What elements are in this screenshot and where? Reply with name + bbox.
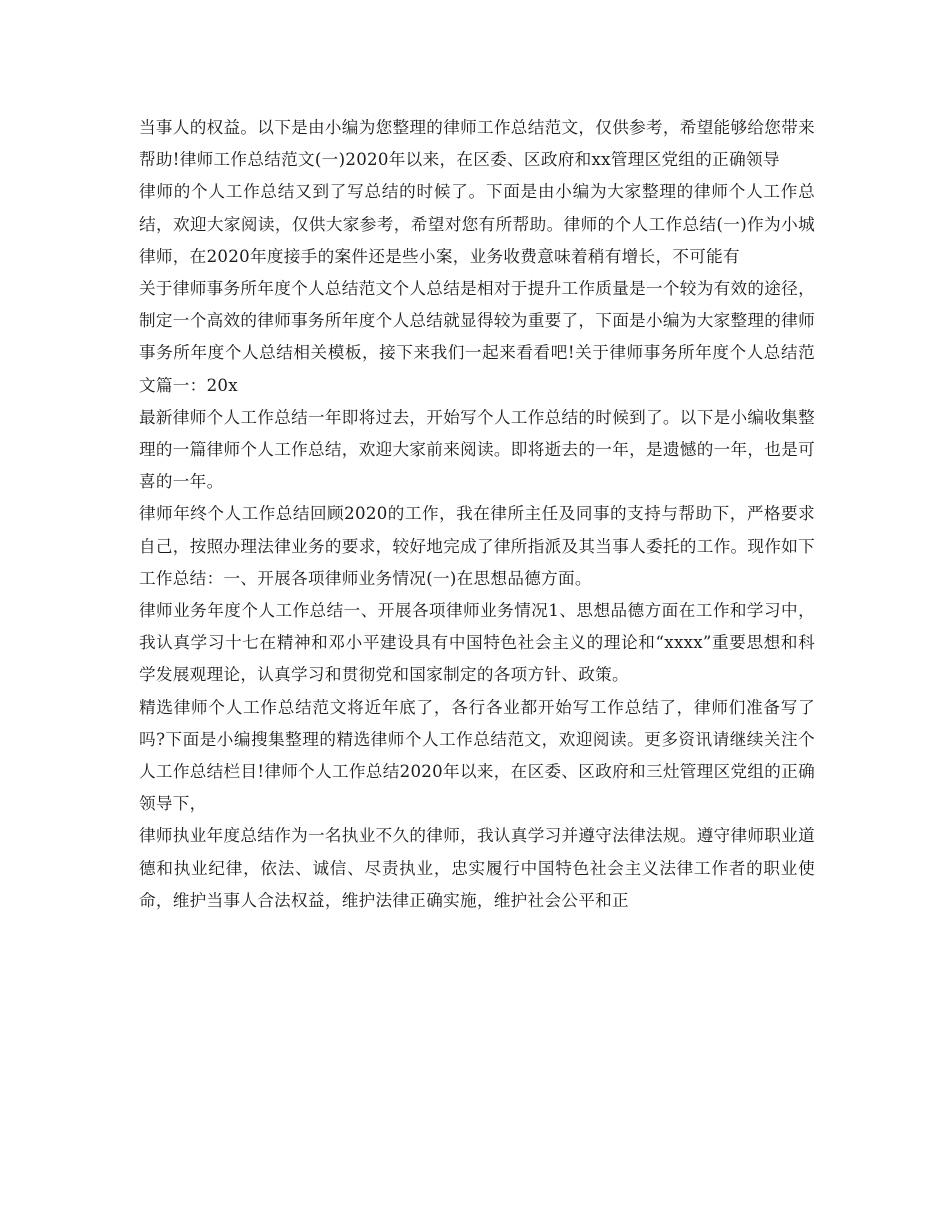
paragraph-4: 最新律师个人工作总结一年即将过去，开始写个人工作总结的时候到了。以下是小编收集整理的一篇律师个人工作总结，欢迎大家前来阅读。即将逝去的一年，是遗憾的一年，也是可喜的一年。 xyxy=(139,407,815,492)
document-body xyxy=(139,112,815,917)
paragraph-8: 律师执业年度总结作为一名执业不久的律师，我认真学习并遵守法律法规。遵守律师职业道德和执业纪律，依法、诚信、尽责执业，忠实履行中国特色社会主义法律工作者的职业使命，维护当事人合法权益，维护法律正确实施，维护社会公平和正 xyxy=(139,826,815,910)
paragraph-1: 当事人的权益。以下是由小编为您整理的律师工作总结范文，仅供参考，希望能够给您带来帮助!律师工作总结范文(一)2020年以来，在区委、区政府和xx管理区党组的正确领导 xyxy=(139,118,815,170)
paragraph-6: 律师业务年度个人工作总结一、开展各项律师业务情况1、思想品德方面在工作和学习中，我认真学习十七在精神和邓小平建设具有中国特色社会主义的理论和“xxxx”重要思想和科学发展观理论，认真学习和贯彻党和国家制定的各项方针、政策。 xyxy=(139,601,815,685)
paragraph-7: 精选律师个人工作总结范文将近年底了，各行各业都开始写工作总结了，律师们准备写了吗?下面是小编搜集整理的精选律师个人工作总结范文，欢迎阅读。更多资讯请继续关注个人工作总结栏目!律师个人工作总结2020年以来，在区委、区政府和三灶管理区党组的正确领导下， xyxy=(139,697,815,814)
paragraph-3: 关于律师事务所年度个人总结范文个人总结是相对于提升工作质量是一个较为有效的途径，制定一个高效的律师事务所年度个人总结就显得较为重要了，下面是小编为大家整理的律师事务所年度个人总结相关模板，接下来我们一起来看看吧!关于律师事务所年度个人总结范文篇一：20x xyxy=(139,279,815,395)
paragraph-5: 律师年终个人工作总结回顾2020的工作，我在律所主任及同事的支持与帮助下，严格要求自己，按照办理法律业务的要求，较好地完成了律所指派及其当事人委托的工作。现作如下工作总结：一、开展各项律师业务情况(一)在思想品德方面。 xyxy=(139,504,815,588)
paragraph-2: 律师的个人工作总结又到了写总结的时候了。下面是由小编为大家整理的律师个人工作总结，欢迎大家阅读，仅供大家参考，希望对您有所帮助。律师的个人工作总结(一)作为小城律师，在2020年度接手的案件还是些小案，业务收费意味着稍有增长，不可能有 xyxy=(139,182,815,266)
